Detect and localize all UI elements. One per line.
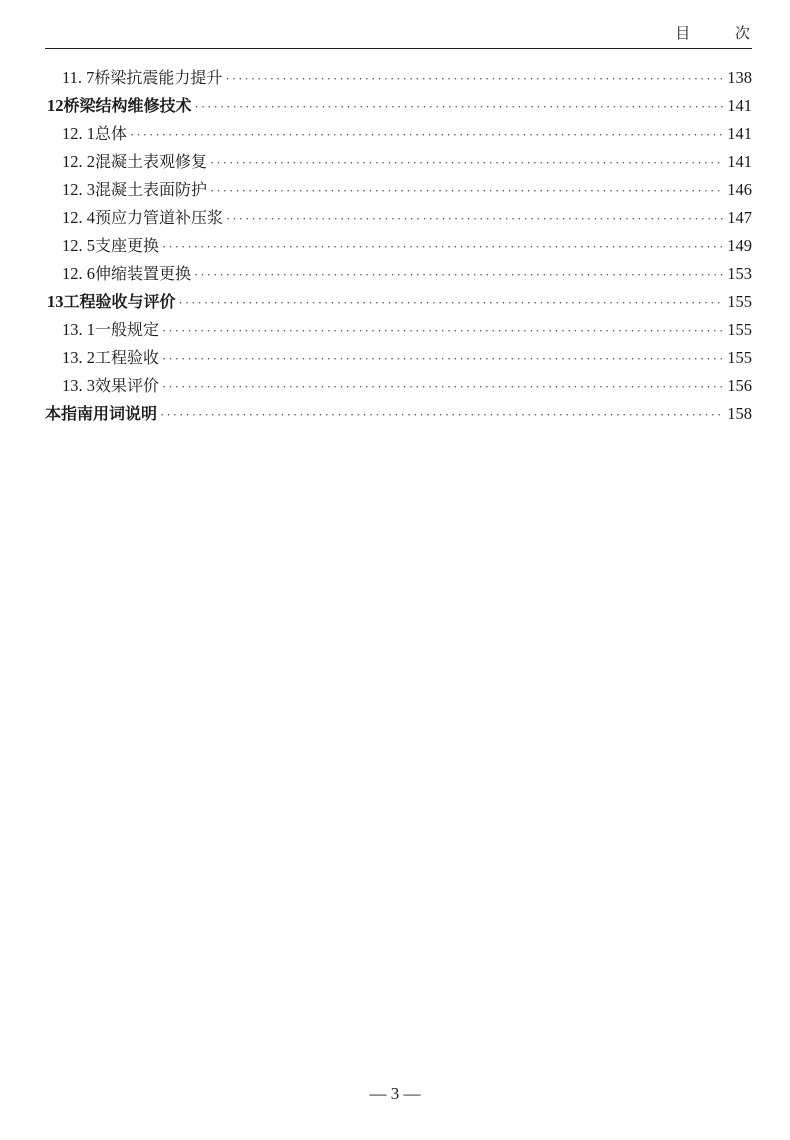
toc-entry-page: 146 xyxy=(727,180,752,199)
toc-entry-number: 12. 1 xyxy=(62,124,95,143)
toc-entry-title: 混凝土表面防护 xyxy=(95,180,208,199)
table-of-contents xyxy=(45,64,752,428)
dot-leader xyxy=(226,205,724,233)
toc-entry-title: 支座更换 xyxy=(95,236,160,255)
toc-entry-page: 138 xyxy=(727,68,752,87)
dot-leader xyxy=(162,373,724,401)
toc-entry-page: 156 xyxy=(727,376,752,395)
toc-entry-page: 155 xyxy=(727,348,752,367)
toc-entry-title: 预应力管道补压浆 xyxy=(95,208,224,227)
toc-entry-number: 13 xyxy=(47,292,64,311)
toc-entry-title: 一般规定 xyxy=(95,320,160,339)
toc-entry xyxy=(45,148,752,176)
toc-entry-title: 桥梁结构维修技术 xyxy=(63,96,192,115)
dot-leader xyxy=(130,121,724,149)
toc-entry xyxy=(45,372,752,400)
toc-entry-number: 13. 3 xyxy=(62,376,95,395)
page-header-title: 目 次 xyxy=(675,24,770,42)
toc-entry-number: 12. 5 xyxy=(62,236,95,255)
toc-entry-page: 158 xyxy=(727,404,752,423)
dot-leader xyxy=(225,65,724,93)
toc-entry-number: 12. 6 xyxy=(62,264,95,283)
page-number: — 3 — xyxy=(369,1084,421,1103)
toc-entry xyxy=(45,344,752,372)
toc-entry-page: 141 xyxy=(727,152,752,171)
toc-entry xyxy=(45,64,752,92)
dot-leader xyxy=(160,401,724,429)
toc-entry xyxy=(45,232,752,260)
dot-leader xyxy=(162,233,724,261)
dot-leader xyxy=(210,177,724,205)
toc-entry-number: 13. 2 xyxy=(62,348,95,367)
toc-entry xyxy=(45,204,752,232)
toc-entry-title: 总体 xyxy=(95,124,128,143)
toc-entry-number: 11. 7 xyxy=(62,68,95,87)
toc-entry-title: 本指南用词说明 xyxy=(45,404,158,423)
dot-leader xyxy=(210,149,724,177)
toc-entry-number: 13. 1 xyxy=(62,320,95,339)
dot-leader xyxy=(179,289,725,317)
toc-entry-title: 工程验收 xyxy=(95,348,160,367)
dot-leader xyxy=(162,345,724,373)
toc-entry-number: 12 xyxy=(47,96,64,115)
toc-entry-title: 桥梁抗震能力提升 xyxy=(94,68,223,87)
toc-entry-number: 12. 2 xyxy=(62,152,95,171)
toc-entry-page: 149 xyxy=(727,236,752,255)
toc-entry-title: 伸缩装置更换 xyxy=(95,264,192,283)
toc-entry-number: 12. 4 xyxy=(62,208,95,227)
toc-entry-page: 141 xyxy=(727,124,752,143)
toc-entry-page: 155 xyxy=(727,292,752,311)
toc-appendix-entry xyxy=(45,400,752,428)
toc-entry-page: 147 xyxy=(727,208,752,227)
dot-leader xyxy=(194,261,724,289)
toc-entry-page: 155 xyxy=(727,320,752,339)
toc-entry-title: 效果评价 xyxy=(95,376,160,395)
toc-entry-number: 12. 3 xyxy=(62,180,95,199)
toc-entry-page: 153 xyxy=(727,264,752,283)
toc-entry xyxy=(45,176,752,204)
dot-leader xyxy=(162,317,724,345)
toc-chapter-entry xyxy=(45,288,752,316)
toc-entry-title: 混凝土表观修复 xyxy=(95,152,208,171)
toc-entry-title: 工程验收与评价 xyxy=(63,292,176,311)
dot-leader xyxy=(195,93,725,121)
toc-entry-page: 141 xyxy=(727,96,752,115)
toc-entry xyxy=(45,120,752,148)
header-divider xyxy=(45,48,752,49)
toc-chapter-entry xyxy=(45,92,752,120)
toc-entry xyxy=(45,260,752,288)
toc-entry xyxy=(45,316,752,344)
